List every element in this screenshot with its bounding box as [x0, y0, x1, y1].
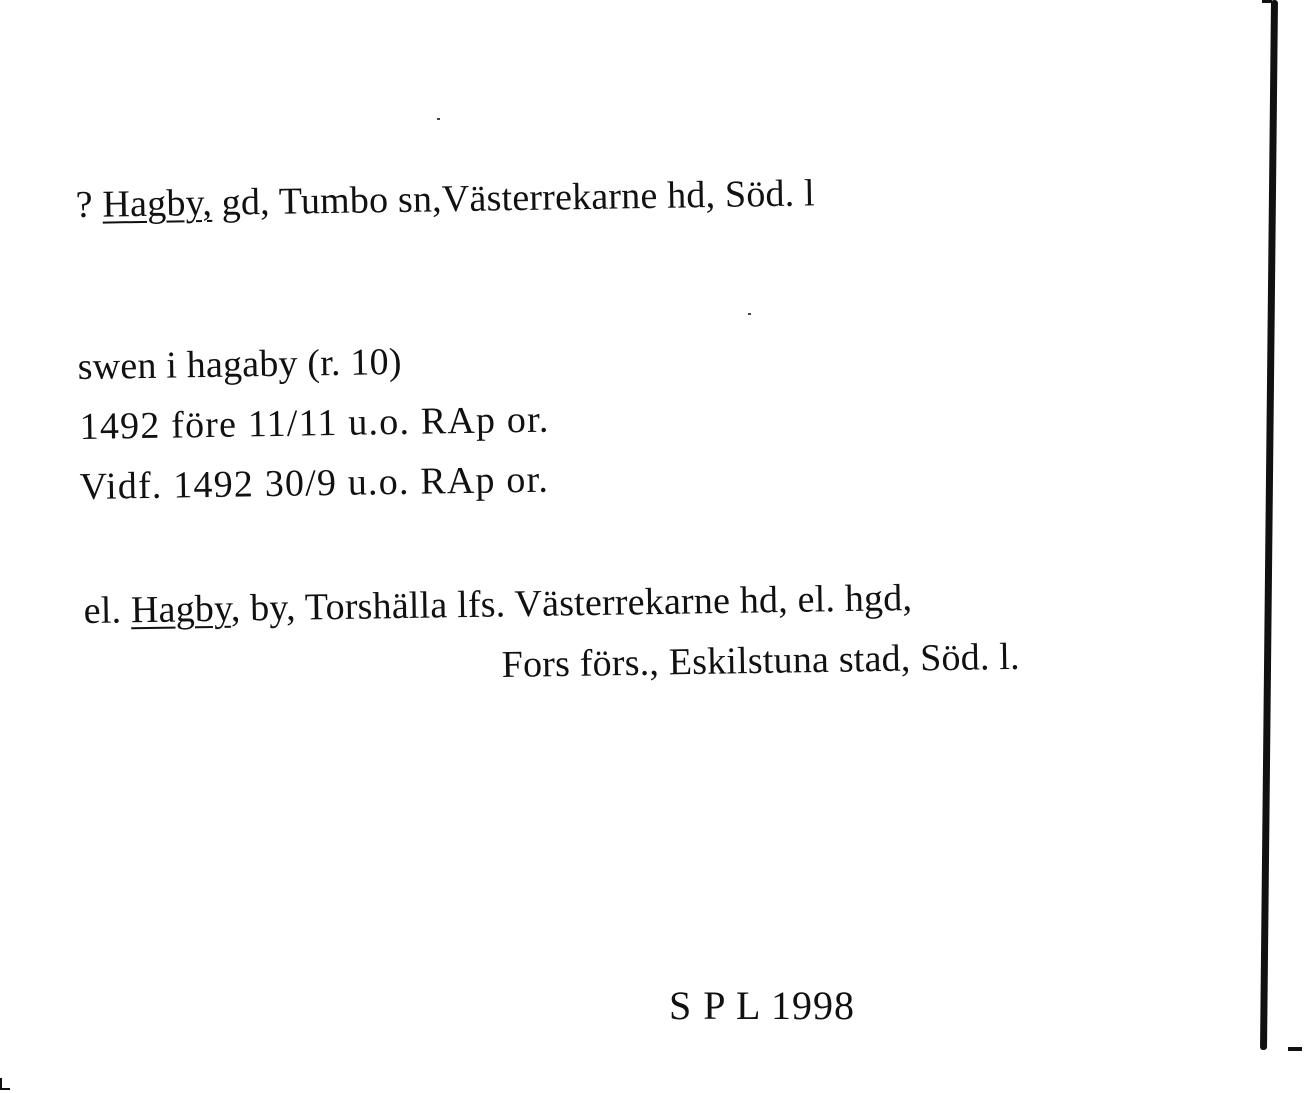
place-name-hagby: Hagby,: [102, 181, 213, 226]
corner-mark: [0, 1078, 10, 1090]
card-edge-foot: [1288, 1047, 1302, 1051]
source-line-3: Vidf. 1492 30/9 u.o. RAp or.: [79, 458, 550, 508]
entry-alt-location: , by, Torshälla lfs. Västerrekarne hd, el. hgd,: [230, 576, 913, 630]
place-name-hagby-alt: Hagby: [130, 587, 232, 632]
entry-heading-hagby-tumbo: [75, 174, 815, 224]
signature: S P L 1998: [669, 983, 855, 1028]
source-line-2: 1492 före 11/11 u.o. RAp or.: [79, 398, 550, 448]
source-line-1: swen i hagaby (r. 10): [77, 340, 402, 388]
card-right-edge: [1260, 0, 1278, 1050]
paper-speck: [437, 118, 440, 120]
paper-speck: [748, 313, 751, 315]
entry-alternative-hagby-torshalla: [83, 576, 913, 632]
alternative-prefix: el.: [83, 589, 132, 632]
entry-alternative-continuation: Fors förs., Eskilstuna stad, Söd. l.: [501, 635, 1021, 686]
uncertain-mark: ?: [75, 183, 103, 226]
entry-location: gd, Tumbo sn,Västerrekarne hd, Söd. l: [211, 172, 816, 224]
